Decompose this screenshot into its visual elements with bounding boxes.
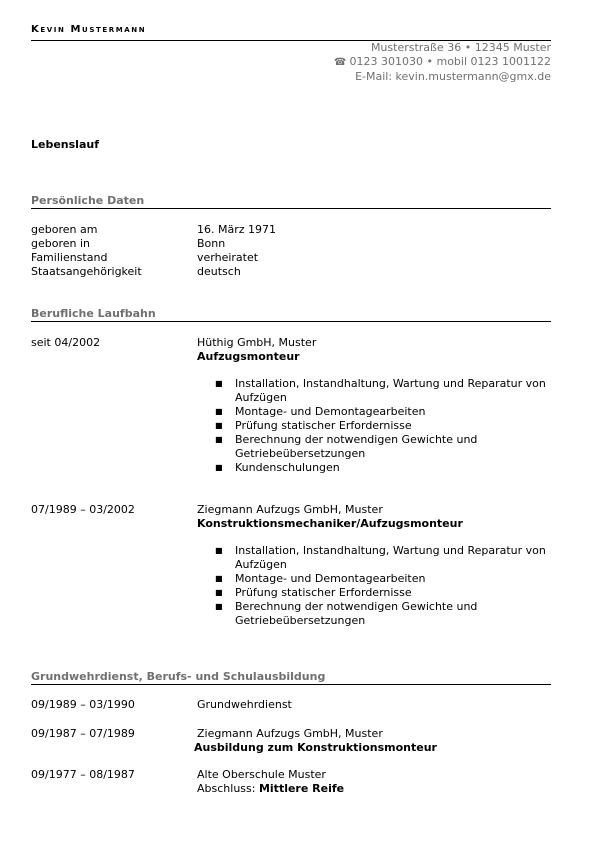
- list-item: [215, 600, 555, 628]
- square-bullet-icon: ■: [215, 546, 223, 555]
- email-line: E-Mail: kevin.mustermann@gmx.de: [355, 70, 551, 83]
- degree-name: Mittlere Reife: [258, 782, 345, 795]
- personal-value: Bonn: [197, 237, 226, 250]
- job-role: Aufzugsmonteur: [197, 350, 300, 363]
- section-rule: [31, 208, 551, 209]
- section-rule: [31, 684, 551, 685]
- section-personal-heading: [31, 194, 551, 207]
- square-bullet-icon: ■: [215, 588, 223, 597]
- square-bullet-icon: ■: [215, 463, 223, 472]
- task-text: Montage- und Demontagearbeiten: [235, 572, 426, 585]
- contact-block: [334, 41, 551, 84]
- job-task-list: [215, 544, 555, 628]
- personal-label: Familienstand: [31, 251, 108, 264]
- section-personal-title: Persönliche Daten: [31, 194, 145, 207]
- task-text: Berechnung der notwendigen Gewichte und Getriebeübersetzungen: [235, 433, 478, 460]
- job-company: Hüthig GmbH, Muster: [197, 336, 317, 349]
- phone-icon: ☎: [334, 57, 347, 68]
- applicant-name: Kevin Mustermann: [31, 24, 147, 35]
- job-period: 07/1989 – 03/2002: [31, 503, 135, 516]
- square-bullet-icon: ■: [215, 379, 223, 388]
- square-bullet-icon: ■: [215, 574, 223, 583]
- list-item: [215, 405, 555, 419]
- education-line: Grundwehrdienst: [197, 698, 292, 711]
- personal-label: geboren in: [31, 237, 91, 250]
- list-item: [215, 419, 555, 433]
- list-item: [215, 572, 555, 586]
- list-item: [215, 461, 555, 475]
- section-education-heading: [31, 670, 551, 683]
- education-period: 09/1987 – 07/1989: [31, 727, 135, 740]
- job-role: Konstruktionsmechaniker/Aufzugsmonteur: [197, 517, 463, 530]
- list-item: [215, 586, 555, 600]
- list-item: [215, 544, 555, 572]
- personal-value: deutsch: [197, 265, 241, 278]
- job-task-list: [215, 377, 555, 475]
- education-line: Ziegmann Aufzugs GmbH, Muster: [197, 727, 383, 740]
- job-company: Ziegmann Aufzugs GmbH, Muster: [197, 503, 383, 516]
- list-item: [215, 433, 555, 461]
- job-period: seit 04/2002: [31, 336, 101, 349]
- square-bullet-icon: ■: [215, 435, 223, 444]
- document-title: Lebenslauf: [31, 138, 99, 151]
- personal-value: 16. März 1971: [197, 223, 277, 236]
- list-item: [215, 377, 555, 405]
- degree-prefix: Abschluss:: [197, 782, 256, 795]
- task-text: Prüfung statischer Erfordernisse: [235, 586, 412, 599]
- task-text: Prüfung statischer Erfordernisse: [235, 419, 412, 432]
- square-bullet-icon: ■: [215, 421, 223, 430]
- personal-label: Staatsangehörigkeit: [31, 265, 142, 278]
- education-period: 09/1989 – 03/1990: [31, 698, 135, 711]
- education-period: 09/1977 – 08/1987: [31, 768, 135, 781]
- task-text: Installation, Instandhaltung, Wartung und Reparatur von Aufzügen: [235, 377, 546, 404]
- task-text: Kundenschulungen: [235, 461, 340, 474]
- square-bullet-icon: ■: [215, 407, 223, 416]
- task-text: Montage- und Demontagearbeiten: [235, 405, 426, 418]
- cv-page: [31, 0, 551, 850]
- address-line: Musterstraße 36 • 12345 Muster: [370, 41, 551, 54]
- section-rule: [31, 321, 551, 322]
- section-career-title: Berufliche Laufbahn: [31, 307, 156, 320]
- phone-line-wrap: [334, 55, 551, 70]
- square-bullet-icon: ■: [215, 602, 223, 611]
- section-career-heading: [31, 307, 551, 320]
- personal-value: verheiratet: [197, 251, 259, 264]
- education-detail: [197, 782, 551, 796]
- education-detail: Ausbildung zum Konstruktionsmonteur: [194, 741, 437, 754]
- personal-label: geboren am: [31, 223, 98, 236]
- phone-line: 0123 301030 • mobil 0123 1001122: [349, 55, 551, 68]
- task-text: Berechnung der notwendigen Gewichte und Getriebeübersetzungen: [235, 600, 478, 627]
- section-education-title: Grundwehrdienst, Berufs- und Schulausbildung: [31, 670, 326, 683]
- task-text: Installation, Instandhaltung, Wartung und Reparatur von Aufzügen: [235, 544, 546, 571]
- education-line: Alte Oberschule Muster: [197, 768, 326, 781]
